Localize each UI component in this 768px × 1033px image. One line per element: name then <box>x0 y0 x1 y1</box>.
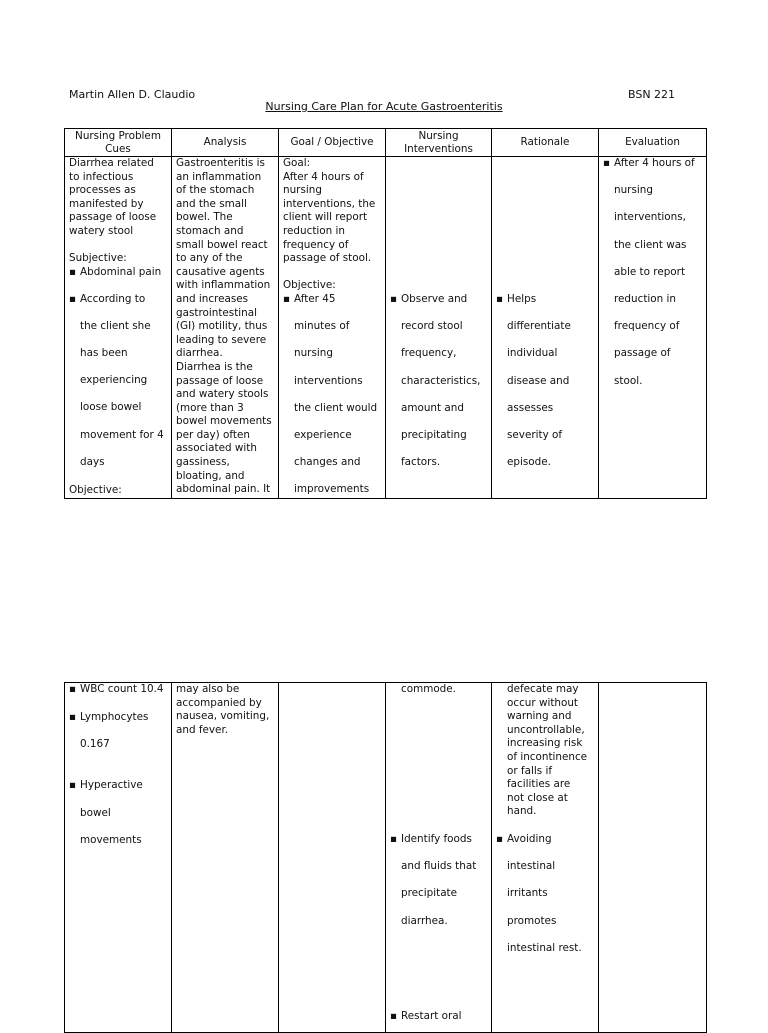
text-line: movement for 4 <box>80 428 164 441</box>
text-line: nursing <box>283 184 322 197</box>
text-line: Goal / Objective <box>290 136 374 148</box>
text-line: According to <box>80 292 146 305</box>
text-line: interventions <box>294 374 363 387</box>
text-line: and fluids that <box>401 860 477 873</box>
text-line: or falls if <box>507 764 552 777</box>
text-line: small bowel react <box>176 238 268 251</box>
text-line: reduction in <box>283 224 346 237</box>
text-line: loose bowel <box>80 401 142 414</box>
intervention-continued <box>390 683 487 697</box>
col-header-cues <box>65 129 172 157</box>
intervention-item: ▪ Identify foods and fluids that precipitate diarrhea. <box>390 833 487 928</box>
evaluation-cell <box>599 157 707 499</box>
text-line: frequency, <box>401 347 457 360</box>
text-line: Helps <box>507 293 537 305</box>
text-line: disease and <box>507 374 570 387</box>
text-line: Diarrhea is the <box>176 360 253 373</box>
text-line: (GI) motility, thus <box>176 320 268 333</box>
text-line: minutes of <box>294 320 350 333</box>
interventions-cell <box>386 157 492 499</box>
text-line: Goal: <box>283 157 311 169</box>
text-line: to any of the <box>176 252 243 265</box>
text-line: Abdominal pain <box>80 266 162 278</box>
rationale-cell <box>492 157 599 499</box>
text-line: reduction in <box>614 292 677 305</box>
problem-statement <box>69 157 167 239</box>
cues-cell <box>65 157 172 499</box>
objective-cue-item: ▪ Lymphocytes 0.167 <box>69 711 167 752</box>
text-line: Analysis <box>203 136 247 148</box>
text-line: irritants <box>507 887 548 900</box>
text-line: accompanied by <box>176 696 262 709</box>
text-line: may also be <box>176 683 240 695</box>
text-line: manifested by <box>69 197 144 210</box>
interventions-cell <box>386 683 492 1033</box>
objective-cue-item: ▪ Hyperactive bowel movements <box>69 779 167 847</box>
text-line: 0.167 <box>80 737 110 750</box>
evaluation-cell <box>599 683 707 1033</box>
text-line: to infectious <box>69 170 134 183</box>
text-line: Nursing <box>418 129 459 142</box>
rationale-cell <box>492 683 599 1033</box>
text-line: passage of <box>614 347 671 360</box>
text-line: Subjective: <box>69 252 127 264</box>
text-line: individual <box>507 347 558 360</box>
text-line: client will report <box>283 211 368 224</box>
text-line: After 45 <box>294 293 336 305</box>
text-line: stomach and <box>176 224 244 237</box>
care-plan-table-page-1 <box>64 128 707 499</box>
text-line: frequency of <box>614 320 680 333</box>
goal-cell <box>279 157 386 499</box>
text-line: the client she <box>80 319 151 332</box>
objective-label <box>69 484 167 497</box>
text-line: diarrhea. <box>176 347 223 360</box>
analysis-cell <box>172 683 279 1033</box>
text-line: movements <box>80 833 142 846</box>
text-line: and fever. <box>176 723 229 736</box>
analysis-text <box>176 683 274 737</box>
text-line: (more than 3 <box>176 401 244 414</box>
analysis-text <box>176 157 274 497</box>
text-line: characteristics, <box>401 374 481 387</box>
intervention-item: ▪ Restart oral <box>390 1010 487 1031</box>
objective-cue-item: ▪ WBC count 10.4 <box>69 683 167 697</box>
text-line: with inflammation <box>176 279 271 292</box>
rationale-item: ▪ Helps differentiate individual disease and assesses severity of episode. <box>496 293 594 470</box>
text-line: occur without <box>507 696 579 709</box>
text-line: associated with <box>176 442 257 455</box>
text-line: WBC count 10.4 <box>80 683 164 695</box>
text-line: Nursing Problem <box>75 129 161 142</box>
goal-cell <box>279 683 386 1033</box>
text-line: days <box>80 455 105 468</box>
text-line: assesses <box>507 401 554 414</box>
text-line: abdominal pain. It <box>176 483 271 496</box>
evaluation-item: ▪ After 4 hours of nursing interventions, the client was able to report reduction in frequency of passage of stool. <box>603 157 702 388</box>
text-line: Diarrhea related <box>69 157 154 169</box>
text-line: the client would <box>294 401 378 414</box>
text-line: and the small <box>176 197 247 210</box>
text-line: passage of stool. <box>283 252 372 265</box>
text-line: processes as <box>69 184 136 197</box>
text-line: intestinal <box>507 860 556 873</box>
text-line: bowel movements <box>176 415 272 428</box>
text-line: Cues <box>105 142 131 155</box>
text-line: stool. <box>614 374 643 387</box>
col-header-interventions <box>386 129 492 157</box>
text-line: nursing <box>294 347 333 360</box>
text-line: leading to severe <box>176 333 267 346</box>
text-line: Avoiding <box>507 833 552 845</box>
text-line: not close at <box>507 791 568 804</box>
text-line: promotes <box>507 914 557 927</box>
text-line: Restart oral <box>401 1010 462 1023</box>
text-line: After 4 hours of <box>614 157 695 169</box>
text-line: able to report <box>614 265 686 278</box>
text-line: Evaluation <box>625 136 680 148</box>
text-line: gastrointestinal <box>176 306 258 319</box>
text-line: Lymphocytes <box>80 710 149 723</box>
text-line: Hyperactive <box>80 779 143 792</box>
text-line: Rationale <box>520 136 570 148</box>
text-line: severity of <box>507 428 563 441</box>
subjective-item: ▪ Abdominal pain <box>69 266 167 280</box>
text-line: per day) often <box>176 428 250 441</box>
text-line: precipitating <box>401 428 467 441</box>
text-line: increasing risk <box>507 737 583 750</box>
text-line: Gastroenteritis is <box>176 157 265 169</box>
analysis-cell <box>172 157 279 499</box>
text-line: interventions, the <box>283 197 376 210</box>
text-line: causative agents <box>176 265 265 278</box>
text-line: bowel. The <box>176 211 233 224</box>
text-line: intestinal rest. <box>507 941 582 954</box>
text-line: nausea, vomiting, <box>176 710 270 723</box>
text-line: Observe and <box>401 293 468 305</box>
text-line: an inflammation <box>176 170 262 183</box>
text-line: watery stool <box>69 224 134 237</box>
text-line: hand. <box>507 805 537 818</box>
text-line: gassiness, <box>176 456 230 469</box>
objective-item: ▪ After 45 minutes of nursing interventions the client would experience changes and improvements <box>283 293 381 497</box>
subjective-label <box>69 252 167 266</box>
goal-text <box>283 157 381 266</box>
text-line: differentiate <box>507 320 571 333</box>
text-line: has been <box>80 346 128 359</box>
text-line: warning and <box>507 710 572 723</box>
author-name: Martin Allen D. Claudio <box>69 88 196 101</box>
text-line: the client was <box>614 238 687 251</box>
text-line: bloating, and <box>176 469 245 482</box>
text-line: facilities are <box>507 778 571 791</box>
course-code: BSN 221 <box>628 88 676 101</box>
text-line: of incontinence <box>507 750 588 763</box>
text-line: experience <box>294 428 352 441</box>
text-line: changes and <box>294 456 361 469</box>
text-line: commode. <box>401 683 456 695</box>
text-line: Identify foods <box>401 833 472 845</box>
rationale-item: ▪ Avoiding intestinal irritants promotes intestinal rest. <box>496 833 594 955</box>
text-line: passage of loose <box>69 211 157 224</box>
text-line: passage of loose <box>176 374 264 387</box>
text-line: record stool <box>401 320 463 333</box>
table-row <box>65 157 707 499</box>
subjective-item: ▪ According to the client she has been experiencing loose bowel movement for 4 days <box>69 293 167 470</box>
care-plan-table-page-2 <box>64 682 707 1033</box>
text-line: precipitate <box>401 887 458 900</box>
table-row <box>65 683 707 1033</box>
document-title: Nursing Care Plan for Acute Gastroenteritis <box>265 100 503 113</box>
text-line: After 4 hours of <box>283 170 364 183</box>
text-line: uncontrollable, <box>507 723 585 736</box>
objective-label <box>283 279 381 293</box>
text-line: factors. <box>401 456 441 469</box>
table-header-row <box>65 129 707 157</box>
text-line: frequency of <box>283 238 349 251</box>
text-line: episode. <box>507 456 551 469</box>
text-line: Objective: <box>69 484 122 496</box>
rationale-continued <box>496 683 594 819</box>
text-line: experiencing <box>80 374 148 387</box>
cues-cell <box>65 683 172 1033</box>
text-line: diarrhea. <box>401 914 448 927</box>
text-line: Interventions <box>404 142 473 155</box>
text-line: amount and <box>401 401 464 414</box>
text-line: defecate may <box>507 683 579 695</box>
col-header-goal <box>279 129 386 157</box>
intervention-item: ▪ Observe and record stool frequency, characteristics, amount and precipitating factors. <box>390 293 487 470</box>
text-line: of the stomach <box>176 184 255 197</box>
text-line: Objective: <box>283 279 336 291</box>
text-line: bowel <box>80 806 111 819</box>
text-line: and increases <box>176 292 249 305</box>
text-line: interventions, <box>614 211 686 224</box>
text-line: improvements <box>294 483 370 496</box>
col-header-analysis <box>172 129 279 157</box>
text-line: nursing <box>614 184 653 197</box>
col-header-evaluation <box>599 129 707 157</box>
text-line: and watery stools <box>176 388 269 401</box>
col-header-rationale <box>492 129 599 157</box>
